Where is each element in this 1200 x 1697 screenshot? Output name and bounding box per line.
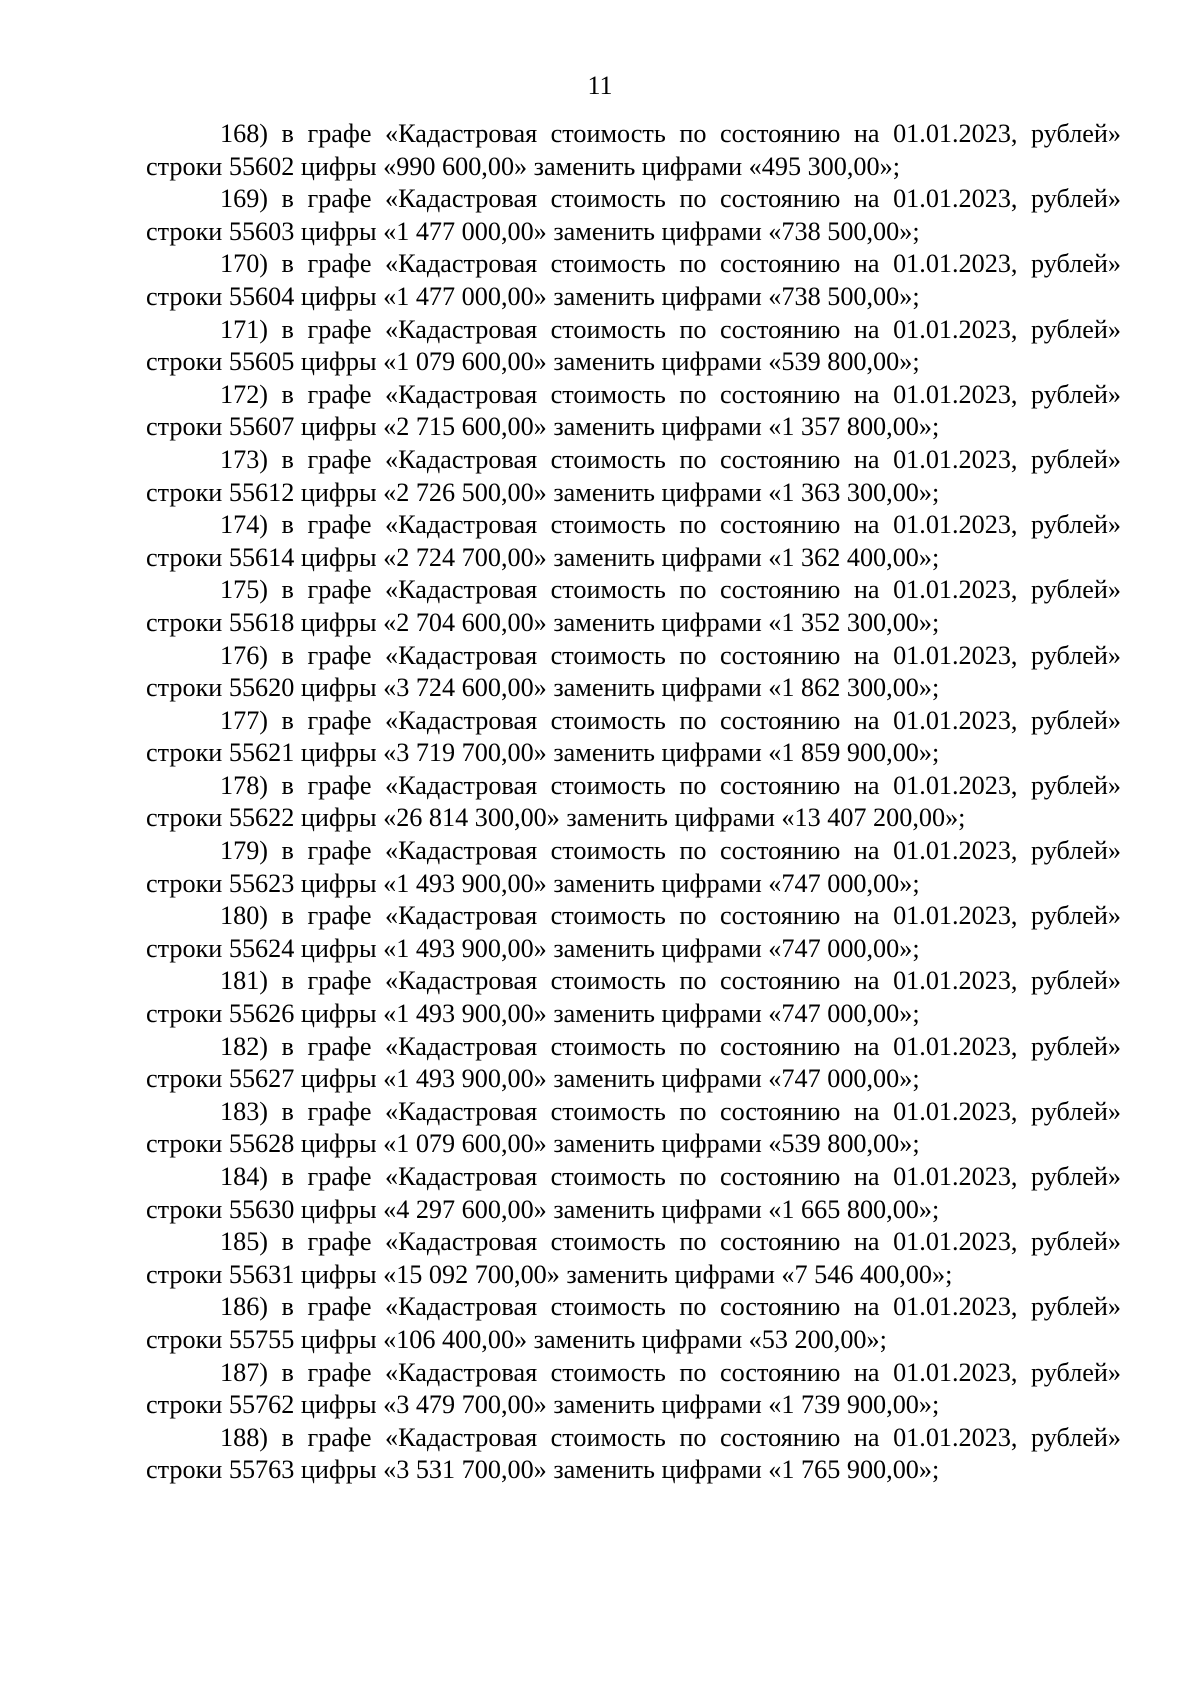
amendment-item-179: 179) в графе «Кадастровая стоимость по состоянию на 01.01.2023, рублей» строки 55623 цифры «1 493 900,00» заменить цифрами «747 000,00»;	[146, 836, 1121, 898]
amendment-item-188: 188) в графе «Кадастровая стоимость по состоянию на 01.01.2023, рублей» строки 55763 цифры «3 531 700,00» заменить цифрами «1 765 900,00»;	[146, 1422, 1121, 1485]
amendment-item-174: 174) в графе «Кадастровая стоимость по состоянию на 01.01.2023, рублей» строки 55614 цифры «2 724 700,00» заменить цифрами «1 362 400,00»;	[146, 510, 1121, 572]
page-number: 11	[587, 71, 613, 100]
amendment-item-187: 187) в графе «Кадастровая стоимость по состоянию на 01.01.2023, рублей» строки 55762 цифры «3 479 700,00» заменить цифрами «1 739 900,00»;	[146, 1357, 1121, 1420]
amendment-item-185: 185) в графе «Кадастровая стоимость по состоянию на 01.01.2023, рублей» строки 55631 цифры «15 092 700,00» заменить цифрами «7 546 400,00»;	[146, 1227, 1121, 1289]
amendment-item-175: 175) в графе «Кадастровая стоимость по состоянию на 01.01.2023, рублей» строки 55618 цифры «2 704 600,00» заменить цифрами «1 352 300,00»;	[146, 575, 1121, 637]
amendment-item-184: 184) в графе «Кадастровая стоимость по состоянию на 01.01.2023, рублей» строки 55630 цифры «4 297 600,00» заменить цифрами «1 665 800,00»;	[146, 1162, 1121, 1224]
amendment-list	[146, 118, 1121, 1487]
amendment-item-178: 178) в графе «Кадастровая стоимость по состоянию на 01.01.2023, рублей» строки 55622 цифры «26 814 300,00» заменить цифрами «13 407 200,00»;	[146, 770, 1121, 833]
amendment-item-180: 180) в графе «Кадастровая стоимость по состоянию на 01.01.2023, рублей» строки 55624 цифры «1 493 900,00» заменить цифрами «747 000,00»;	[146, 901, 1121, 963]
amendment-item-168: 168) в графе «Кадастровая стоимость по состоянию на 01.01.2023, рублей» строки 55602 цифры «990 600,00» заменить цифрами «495 300,00»;	[146, 119, 1121, 181]
amendment-item-169: 169) в графе «Кадастровая стоимость по состоянию на 01.01.2023, рублей» строки 55603 цифры «1 477 000,00» заменить цифрами «738 500,00»;	[146, 184, 1121, 246]
amendment-item-172: 172) в графе «Кадастровая стоимость по состоянию на 01.01.2023, рублей» строки 55607 цифры «2 715 600,00» заменить цифрами «1 357 800,00»;	[146, 379, 1121, 442]
amendment-item-170: 170) в графе «Кадастровая стоимость по состоянию на 01.01.2023, рублей» строки 55604 цифры «1 477 000,00» заменить цифрами «738 500,00»;	[146, 249, 1121, 311]
amendment-item-177: 177) в графе «Кадастровая стоимость по состоянию на 01.01.2023, рублей» строки 55621 цифры «3 719 700,00» заменить цифрами «1 859 900,00»;	[146, 705, 1121, 768]
amendment-item-171: 171) в графе «Кадастровая стоимость по состоянию на 01.01.2023, рублей» строки 55605 цифры «1 079 600,00» заменить цифрами «539 800,00»;	[146, 314, 1121, 377]
amendment-item-186: 186) в графе «Кадастровая стоимость по состоянию на 01.01.2023, рублей» строки 55755 цифры «106 400,00» заменить цифрами «53 200,00»;	[146, 1292, 1121, 1354]
amendment-item-176: 176) в графе «Кадастровая стоимость по состоянию на 01.01.2023, рублей» строки 55620 цифры «3 724 600,00» заменить цифрами «1 862 300,00»;	[146, 640, 1121, 703]
amendment-item-183: 183) в графе «Кадастровая стоимость по состоянию на 01.01.2023, рублей» строки 55628 цифры «1 079 600,00» заменить цифрами «539 800,00»;	[146, 1096, 1121, 1159]
amendment-item-181: 181) в графе «Кадастровая стоимость по состоянию на 01.01.2023, рублей» строки 55626 цифры «1 493 900,00» заменить цифрами «747 000,00»;	[146, 966, 1121, 1029]
amendment-item-173: 173) в графе «Кадастровая стоимость по состоянию на 01.01.2023, рублей» строки 55612 цифры «2 726 500,00» заменить цифрами «1 363 300,00»;	[146, 444, 1121, 507]
amendment-item-182: 182) в графе «Кадастровая стоимость по состоянию на 01.01.2023, рублей» строки 55627 цифры «1 493 900,00» заменить цифрами «747 000,00»;	[146, 1031, 1121, 1094]
